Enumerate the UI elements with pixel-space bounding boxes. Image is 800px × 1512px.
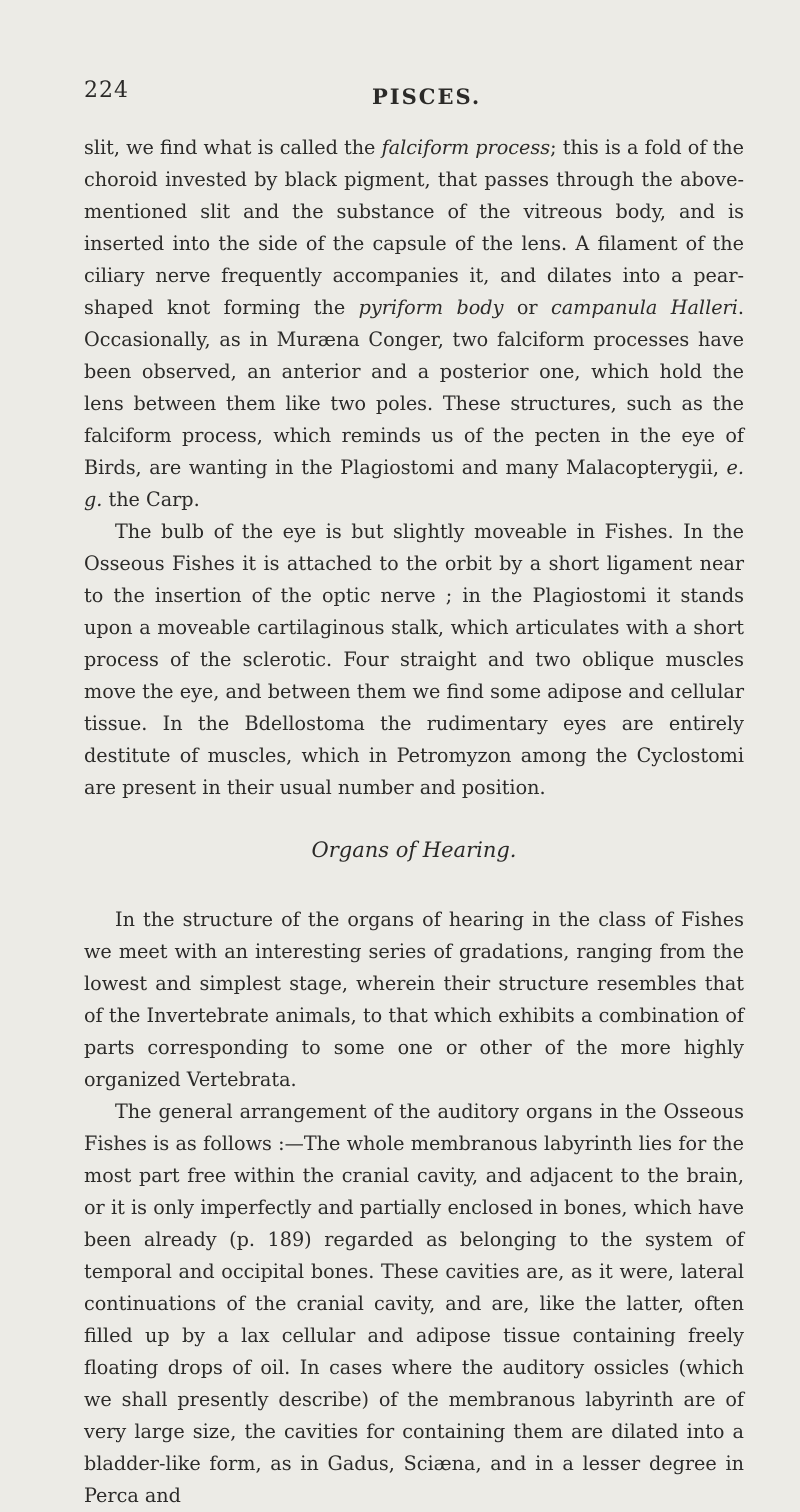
paragraph-falciform-process bbox=[84, 132, 744, 516]
italic-term: falciform process bbox=[381, 136, 551, 159]
text-run: slit, we find what is called the bbox=[84, 136, 382, 159]
section-heading: Organs of Hearing. bbox=[311, 838, 517, 862]
italic-term: pyriform body bbox=[358, 296, 504, 319]
page-header-title: PISCES. bbox=[372, 84, 482, 109]
text-run: or bbox=[503, 296, 551, 319]
text-run: . Occasionally, as in Muræna Conger, two falciform processes have been observed, an anterior and a posterior one, which hold the lens between them like two poles. These structures, such as the falciform process, which reminds us of the pecten in the eye of Birds, are wanting in the Plagiostomi and many Malacopterygii, bbox=[84, 296, 744, 479]
text-run: the Carp. bbox=[102, 488, 200, 511]
italic-term: e. g. bbox=[84, 456, 744, 511]
body-text bbox=[84, 132, 744, 1512]
paragraph-hearing-intro: In the structure of the organs of hearing in the class of Fishes we meet with an interesting series of gradations, ranging from the lowest and simplest stage, wherein their structure resembles that of the Invertebrate animals, to that which exhibits a combination of parts corresponding to some one or other of the more highly organized Vertebrata. bbox=[84, 908, 744, 1091]
running-head bbox=[84, 78, 744, 114]
paragraph-eye-bulb: The bulb of the eye is but slightly moveable in Fishes. In the Osseous Fishes it is attached to the orbit by a short ligament near to the insertion of the optic nerve ; in the Plagiostomi it stands upon a moveable cartilaginous stalk, which articulates with a short process of the sclerotic. Four straight and two oblique muscles move the eye, and between them we find some adipose and cellular tissue. In the Bdellostoma the rudimentary eyes are entirely destitute of muscles, which in Petromyzon among the Cyclostomi are present in their usual number and position. bbox=[84, 520, 744, 799]
italic-term: campanula Halleri bbox=[550, 296, 738, 319]
text-run: ; this is a fold of the choroid invested by black pigment, that passes through the above-mentioned slit and the substance of the vitreous body, and is inserted into the side of the capsule of the lens. A filament of the ciliary nerve frequently accompanies it, and dilates into a pear-shaped knot forming the bbox=[84, 136, 745, 319]
paragraph-auditory-arrangement: The general arrangement of the auditory organs in the Osseous Fishes is as follows :—The whole membranous labyrinth lies for the most part free within the cranial cavity, and adjacent to the brain, or it is only imperfectly and partially enclosed in bones, which have been already (p. 189) regarded as belonging to the system of temporal and occipital bones. These cavities are, as it were, lateral continuations of the cranial cavity, and are, like the latter, often filled up by a lax cellular and adipose tissue containing freely floating drops of oil. In cases where the auditory ossicles (which we shall presently describe) of the membranous labyrinth are of very large size, the cavities for containing them are dilated into a bladder-like form, as in Gadus, Sciæna, and in a lesser degree in Perca and bbox=[84, 1100, 744, 1507]
page-number: 224 bbox=[84, 78, 129, 103]
